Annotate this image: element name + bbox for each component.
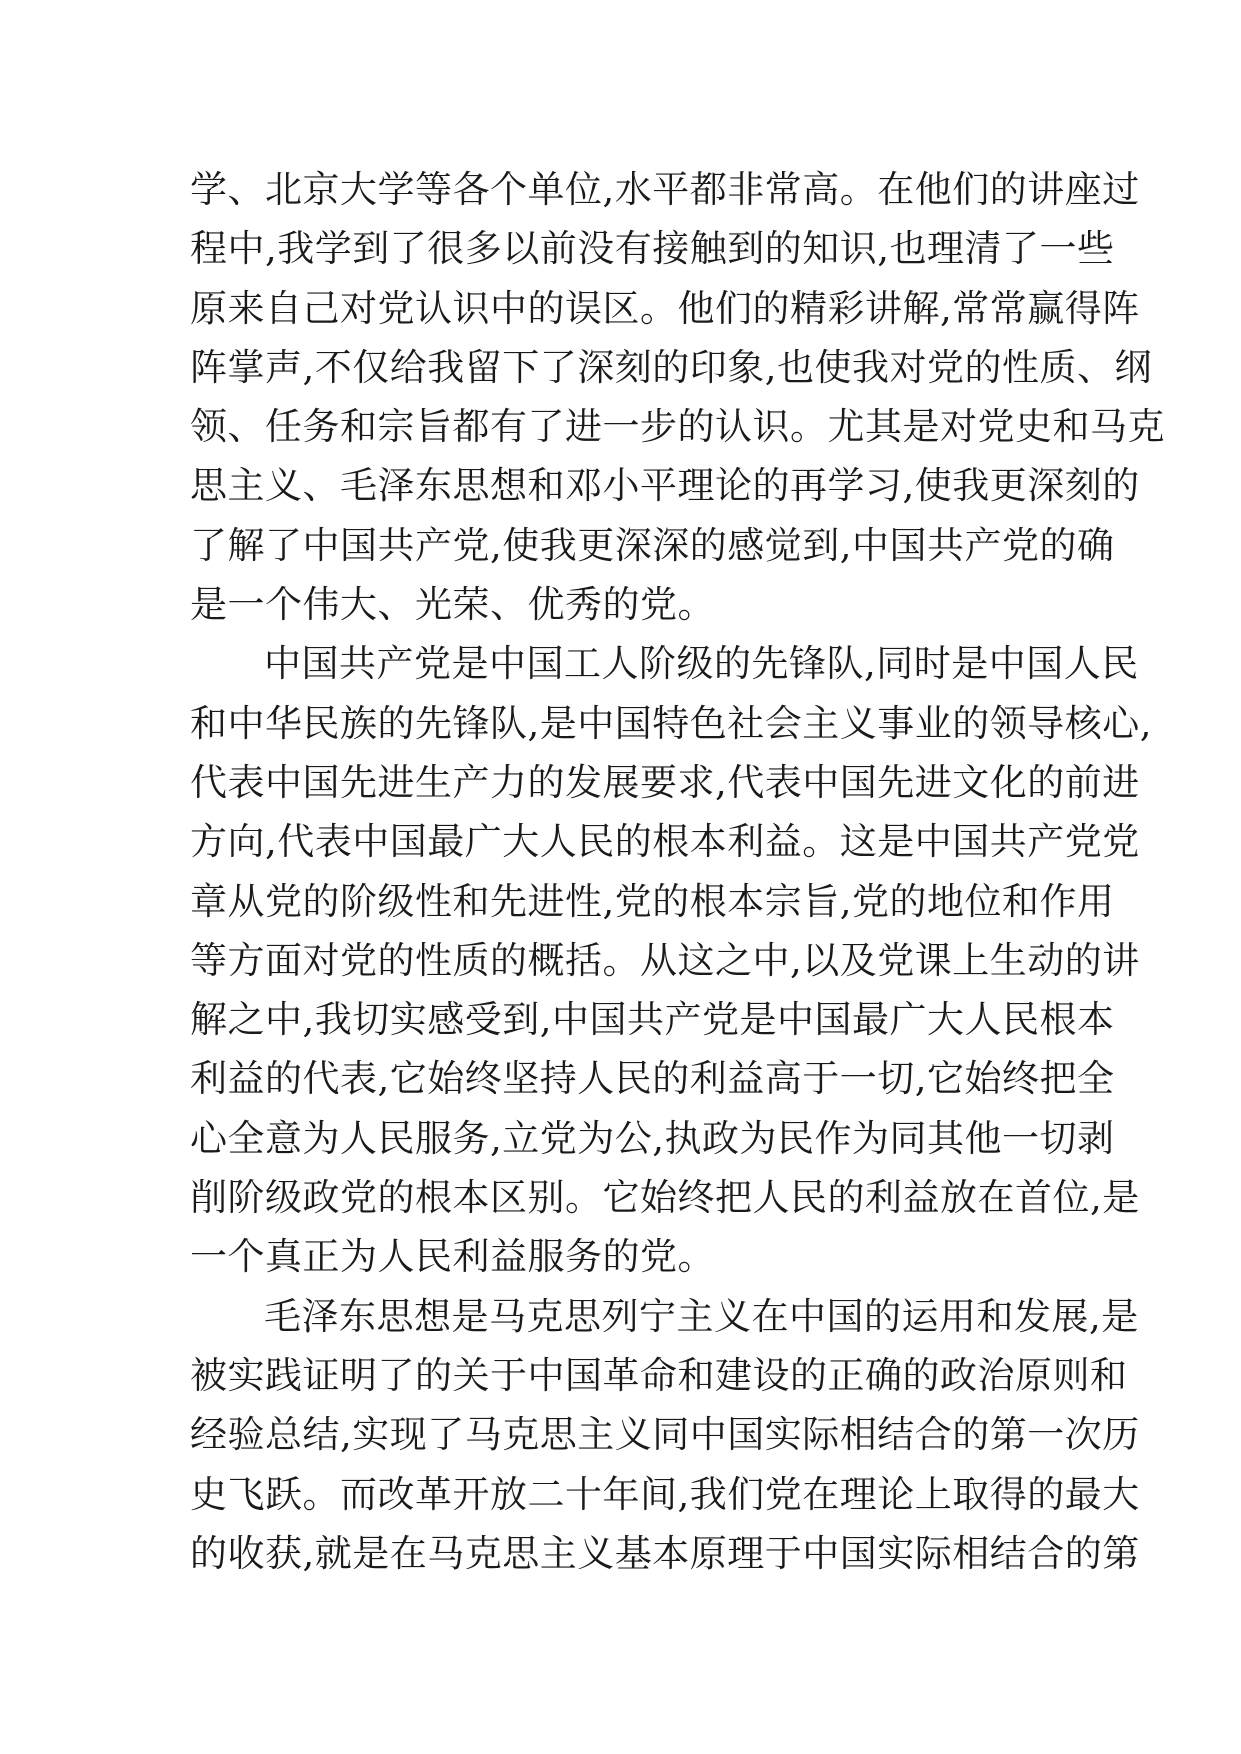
body-text xyxy=(190,160,1165,1583)
text-line: 等方面对党的性质的概括。从这之中,以及党课上生动的讲 xyxy=(190,938,1140,982)
paragraph xyxy=(190,1287,1140,1583)
text-line: 方向,代表中国最广大人民的根本利益。这是中国共产党党 xyxy=(190,820,1140,864)
text-line: 是一个伟大、光荣、优秀的党。 xyxy=(190,583,715,627)
text-line: 和中华民族的先锋队,是中国特色社会主义事业的领导核心, xyxy=(190,701,1153,745)
text-line: 一个真正为人民利益服务的党。 xyxy=(190,1235,715,1279)
text-line: 削阶级政党的根本区别。它始终把人民的利益放在首位,是 xyxy=(190,1176,1140,1220)
text-line: 被实践证明了的关于中国革命和建设的正确的政治原则和 xyxy=(190,1353,1128,1397)
text-line: 思主义、毛泽东思想和邓小平理论的再学习,使我更深刻的 xyxy=(190,464,1140,508)
paragraph xyxy=(190,634,1153,1286)
text-line: 利益的代表,它始终坚持人民的利益高于一切,它始终把全 xyxy=(190,1057,1115,1101)
text-line: 经验总结,实现了马克思主义同中国实际相结合的第一次历 xyxy=(190,1413,1140,1457)
text-line: 史飞跃。而改革开放二十年间,我们党在理论上取得的最大 xyxy=(190,1472,1140,1516)
text-line: 毛泽东思想是马克思列宁主义在中国的运用和发展,是 xyxy=(264,1294,1139,1338)
text-line: 领、任务和宗旨都有了进一步的认识。尤其是对党史和马克 xyxy=(190,405,1165,449)
text-line: 程中,我学到了很多以前没有接触到的知识,也理清了一些 xyxy=(190,227,1115,271)
paragraph xyxy=(190,160,1165,634)
text-line: 阵掌声,不仅给我留下了深刻的印象,也使我对党的性质、纲 xyxy=(190,345,1153,389)
text-line: 心全意为人民服务,立党为公,执政为民作为同其他一切剥 xyxy=(190,1116,1115,1160)
text-line: 代表中国先进生产力的发展要求,代表中国先进文化的前进 xyxy=(190,760,1140,804)
text-line: 了解了中国共产党,使我更深深的感觉到,中国共产党的确 xyxy=(190,523,1115,567)
text-line: 章从党的阶级性和先进性,党的根本宗旨,党的地位和作用 xyxy=(190,879,1115,923)
text-line: 中国共产党是中国工人阶级的先锋队,同时是中国人民 xyxy=(264,642,1139,686)
text-line: 的收获,就是在马克思主义基本原理于中国实际相结合的第 xyxy=(190,1531,1140,1575)
text-line: 学、北京大学等各个单位,水平都非常高。在他们的讲座过 xyxy=(190,168,1140,211)
text-line: 解之中,我切实感受到,中国共产党是中国最广大人民根本 xyxy=(190,998,1115,1042)
text-line: 原来自己对党认识中的误区。他们的精彩讲解,常常赢得阵 xyxy=(190,286,1140,330)
